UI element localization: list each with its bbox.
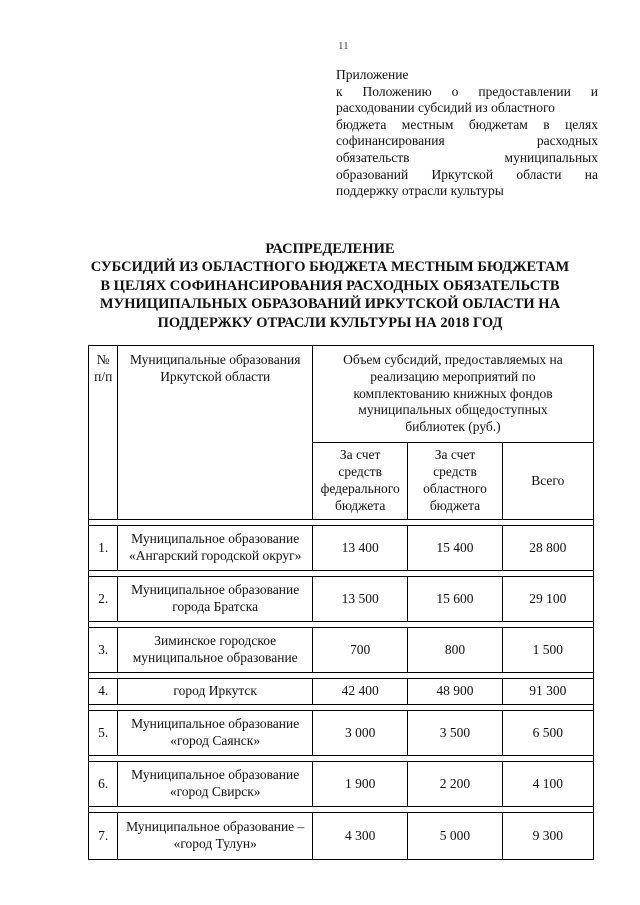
row-name-line: Муниципальное образование: [131, 716, 300, 732]
header-text: средств: [338, 464, 383, 480]
table-row: [89, 762, 594, 807]
row-federal: 700: [312, 628, 407, 673]
row-regional: 15 600: [408, 577, 502, 622]
table-row: [89, 628, 594, 673]
table-row: [89, 526, 594, 571]
title-line: В ЦЕЛЯХ СОФИНАНСИРОВАНИЯ РАСХОДНЫХ ОБЯЗАТЕЛЬСТВ: [100, 277, 560, 294]
row-name: [118, 628, 312, 673]
row-num: 5.: [89, 711, 118, 756]
row-name: [118, 813, 312, 860]
header-text: бюджета: [429, 497, 481, 513]
table-row: [89, 813, 594, 860]
header-text: средств: [433, 464, 477, 480]
row-name: [118, 577, 312, 622]
row-total: 6 500: [502, 711, 593, 756]
header-federal-cell: [312, 443, 407, 520]
header-volume-cell: [312, 346, 593, 443]
appendix-note: [336, 67, 598, 200]
header-total-cell: Всего: [502, 443, 593, 520]
header-text: библиотек (руб.): [405, 419, 501, 435]
header-text: За счет: [434, 447, 476, 463]
page-number: 11: [338, 40, 349, 52]
row-num: 4.: [89, 679, 118, 705]
row-name-line: города Братска: [172, 599, 259, 614]
row-num: 3.: [89, 628, 118, 673]
table-row: [89, 711, 594, 756]
row-name-line: Муниципальное образование: [131, 767, 300, 783]
header-regional-cell: [408, 443, 502, 520]
appendix-line: бюджета местным бюджетам в целях: [336, 116, 598, 132]
title-line: СУБСИДИЙ ИЗ ОБЛАСТНОГО БЮДЖЕТА МЕСТНЫМ БЮДЖЕТАМ: [90, 259, 570, 276]
header-text: №: [96, 352, 110, 367]
row-name: [118, 762, 312, 807]
row-federal: 3 000: [312, 711, 407, 756]
row-total: 1 500: [502, 628, 593, 673]
subsidy-table: [88, 345, 594, 860]
header-text: Муниципальные образования: [129, 352, 301, 367]
row-regional: 15 400: [408, 526, 502, 571]
row-federal: 13 400: [312, 526, 407, 571]
row-federal: 13 500: [312, 577, 407, 622]
row-name-line: Муниципальное образование –: [126, 819, 305, 835]
row-federal: 4 300: [312, 813, 407, 860]
table-row: [89, 679, 594, 705]
row-name-line: «город Тулун»: [173, 836, 257, 851]
appendix-line: расходовании субсидий из областного: [336, 100, 555, 116]
row-name-line: муниципальное образование: [132, 650, 298, 665]
title-line: ПОДДЕРЖКУ ОТРАСЛИ КУЛЬТУРЫ НА 2018 ГОД: [157, 314, 503, 331]
row-name-line: «Ангарский городской округ»: [128, 548, 302, 563]
document-title: [60, 240, 600, 332]
row-name-line: Зиминское городское: [154, 633, 277, 649]
row-name-line: «город Свирск»: [169, 784, 261, 799]
row-total: 28 800: [502, 526, 593, 571]
row-federal: 1 900: [312, 762, 407, 807]
row-regional: 2 200: [408, 762, 502, 807]
header-text: п/п: [94, 368, 113, 384]
row-regional: 3 500: [408, 711, 502, 756]
header-text: Иркутской области: [160, 368, 271, 384]
row-name-line: «город Саянск»: [170, 733, 261, 748]
row-num: 7.: [89, 813, 118, 860]
header-text: федерального: [320, 481, 400, 496]
row-num: 6.: [89, 762, 118, 807]
row-num: 2.: [89, 577, 118, 622]
header-name-cell: [118, 346, 312, 520]
header-num-cell: [89, 346, 118, 520]
row-name: [118, 711, 312, 756]
appendix-line: образований Иркутской области на: [336, 166, 598, 182]
row-name: [118, 526, 312, 571]
row-name-line: Муниципальное образование: [131, 531, 300, 547]
row-name-line: Муниципальное образование: [131, 582, 300, 598]
appendix-line: поддержку отрасли культуры: [336, 183, 504, 199]
header-text: реализацию мероприятий по: [370, 368, 536, 384]
header-text: бюджета: [335, 497, 386, 513]
row-total: 91 300: [502, 679, 593, 705]
title-line: МУНИЦИПАЛЬНЫХ ОБРАЗОВАНИЙ ИРКУТСКОЙ ОБЛАСТИ НА: [99, 296, 561, 313]
row-regional: 800: [408, 628, 502, 673]
row-num: 1.: [89, 526, 118, 571]
row-regional: 5 000: [408, 813, 502, 860]
header-text: За счет: [339, 447, 381, 463]
row-total: 4 100: [502, 762, 593, 807]
row-name-line: город Иркутск: [173, 683, 257, 699]
appendix-line: софинансирования расходных: [336, 133, 598, 149]
table-header-row: [89, 346, 594, 443]
row-total: 29 100: [502, 577, 593, 622]
row-regional: 48 900: [408, 679, 502, 705]
header-text: областного: [423, 481, 487, 496]
appendix-line: к Положению о предоставлении и: [336, 83, 598, 99]
header-text: комплектованию книжных фондов: [353, 385, 553, 401]
table-row: [89, 577, 594, 622]
header-text: муниципальных общедоступных: [358, 402, 548, 418]
row-federal: 42 400: [312, 679, 407, 705]
row-name: [118, 679, 312, 705]
header-text: Объем субсидий, предоставляемых на: [343, 352, 563, 367]
appendix-line: Приложение: [336, 67, 409, 82]
title-line: РАСПРЕДЕЛЕНИЕ: [265, 241, 395, 257]
appendix-line: обязательств муниципальных: [336, 149, 598, 165]
row-total: 9 300: [502, 813, 593, 860]
